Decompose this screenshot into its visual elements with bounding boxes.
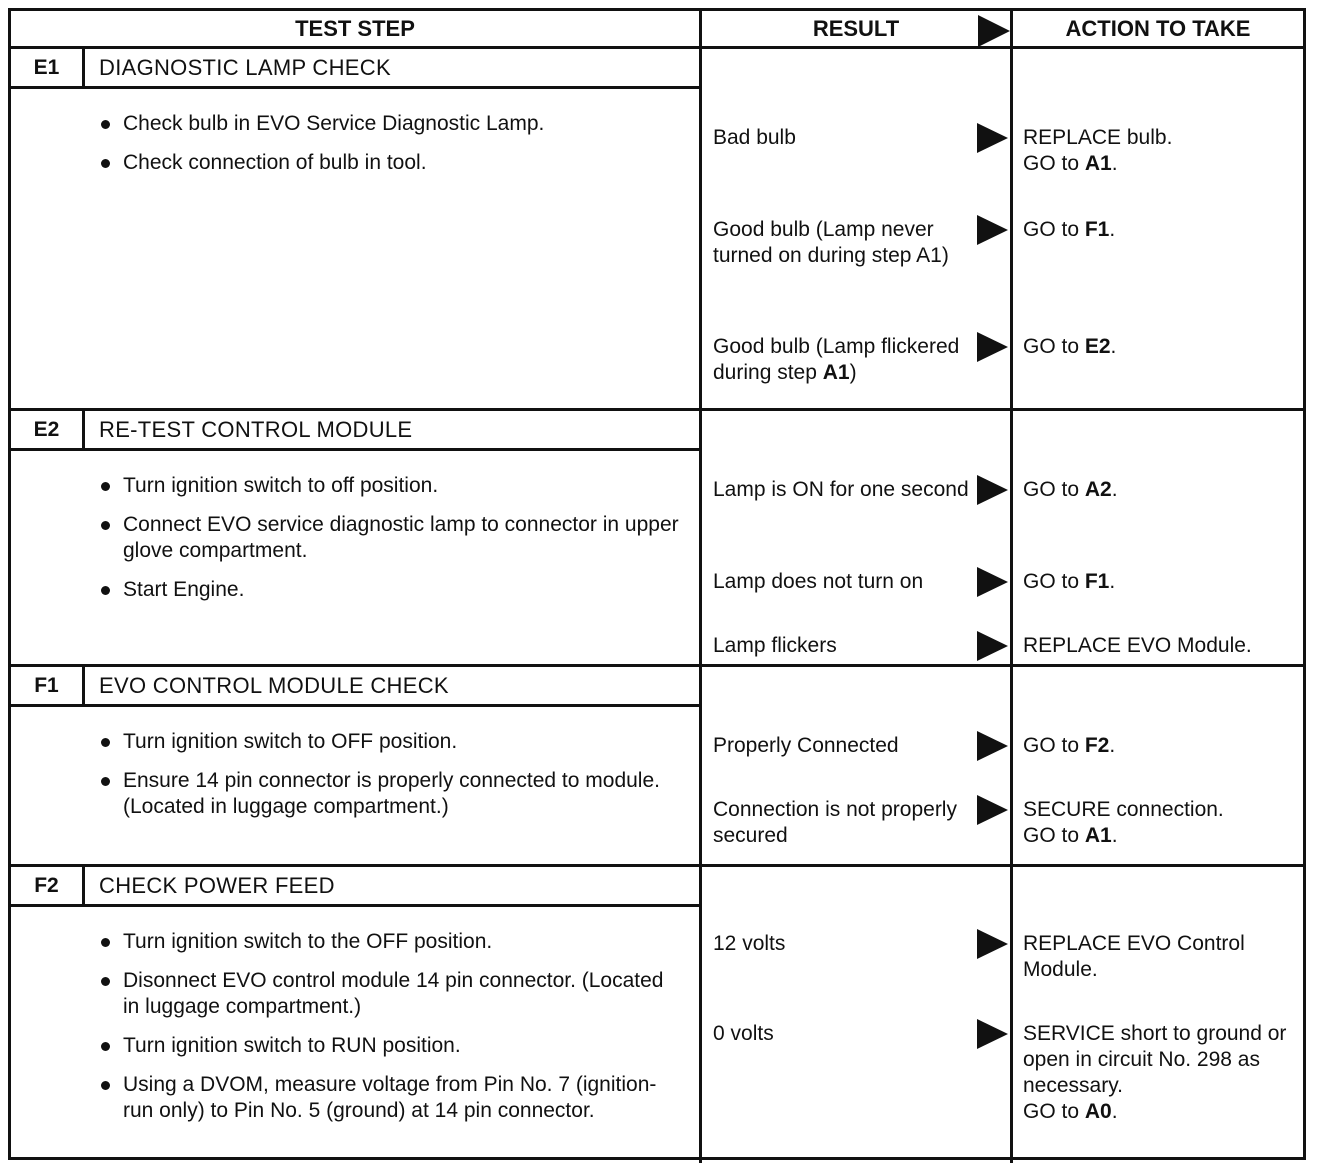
arrow-right-icon xyxy=(977,795,1008,825)
result-text: Lamp flickers xyxy=(713,634,837,657)
action-text: REPLACE EVO Module. xyxy=(1023,634,1252,657)
section-title-row xyxy=(11,411,699,451)
action-text: GO to E2. xyxy=(1023,335,1117,358)
step-id: E2 xyxy=(11,411,85,448)
arrow-right-icon xyxy=(977,215,1008,245)
result-text: 12 volts xyxy=(713,932,786,955)
action-text: SECURE connection. GO to A1. xyxy=(1023,798,1224,847)
step-instructions xyxy=(99,473,679,616)
header-result-label: RESULT xyxy=(812,15,900,41)
action-text: REPLACE EVO Control Module. xyxy=(1023,932,1245,981)
header-result xyxy=(699,11,1010,49)
step-title: CHECK POWER FEED xyxy=(99,872,335,898)
result-text: Good bulb (Lamp never turned on during step A1) xyxy=(713,218,949,267)
arrow-right-icon xyxy=(977,731,1008,761)
header-test-step: TEST STEP xyxy=(11,11,699,49)
column-divider xyxy=(699,411,702,664)
column-divider xyxy=(699,667,702,864)
result-text: Good bulb (Lamp flickered during step A1) xyxy=(713,335,960,384)
arrow-right-icon xyxy=(977,332,1008,362)
step-instructions xyxy=(99,929,679,1137)
step-instructions xyxy=(99,111,679,189)
action-text: GO to F1. xyxy=(1023,218,1116,241)
arrow-right-icon xyxy=(977,929,1008,959)
step-reference: F2 xyxy=(1084,734,1110,757)
step-reference: A1 xyxy=(1084,152,1112,175)
instruction-item: Turn ignition switch to the OFF position. xyxy=(99,929,679,955)
arrow-right-icon xyxy=(977,1019,1008,1049)
arrow-right-icon xyxy=(977,123,1008,153)
instruction-item: Using a DVOM, measure voltage from Pin No. 7 (ignition-run only) to Pin No. 5 (ground) at 14 pin connector. xyxy=(99,1072,679,1124)
instruction-item: Connect EVO service diagnostic lamp to connector in upper glove compartment. xyxy=(99,512,679,564)
instruction-item: Turn ignition switch to RUN position. xyxy=(99,1033,679,1059)
section-title-row xyxy=(11,49,699,89)
instruction-item: Ensure 14 pin connector is properly connected to module. (Located in luggage compartment.) xyxy=(99,768,679,820)
action-text: SERVICE short to ground or open in circuit No. 298 as necessary. GO to A0. xyxy=(1023,1022,1287,1123)
step-id: F2 xyxy=(11,867,85,904)
section-e1 xyxy=(11,49,1303,411)
action-text: GO to F2. xyxy=(1023,734,1116,757)
step-title: DIAGNOSTIC LAMP CHECK xyxy=(99,54,391,80)
step-reference: E2 xyxy=(1084,335,1111,358)
column-divider xyxy=(1010,667,1013,864)
step-instructions xyxy=(99,729,679,833)
action-text: GO to F1. xyxy=(1023,570,1116,593)
result-text: Connection is not properly secured xyxy=(713,798,957,847)
step-id: F1 xyxy=(11,667,85,704)
step-title: RE-TEST CONTROL MODULE xyxy=(99,416,413,442)
step-reference: A0 xyxy=(1084,1100,1112,1123)
step-reference: F1 xyxy=(1084,570,1110,593)
column-divider xyxy=(1010,867,1013,1163)
arrow-right-icon xyxy=(977,475,1008,505)
instruction-item: Check bulb in EVO Service Diagnostic Lamp. xyxy=(99,111,679,137)
result-text: Lamp is ON for one second xyxy=(713,478,969,501)
diagnostic-table xyxy=(8,8,1306,1160)
section-f2 xyxy=(11,867,1303,1163)
instruction-item: Start Engine. xyxy=(99,577,679,603)
result-text: Properly Connected xyxy=(713,734,899,757)
section-e2 xyxy=(11,411,1303,667)
arrow-right-icon xyxy=(977,567,1008,597)
result-text: 0 volts xyxy=(713,1022,774,1045)
action-text: GO to A2. xyxy=(1023,478,1118,501)
header-action: ACTION TO TAKE xyxy=(1010,11,1303,49)
column-divider xyxy=(699,867,702,1163)
column-divider xyxy=(699,49,702,408)
result-text: Bad bulb xyxy=(713,126,796,149)
column-divider xyxy=(1010,411,1013,664)
step-reference: A2 xyxy=(1084,478,1112,501)
section-f1 xyxy=(11,667,1303,867)
arrow-right-icon xyxy=(978,15,1010,47)
instruction-item: Turn ignition switch to off position. xyxy=(99,473,679,499)
step-id: E1 xyxy=(11,49,85,86)
step-reference: A1 xyxy=(1084,824,1112,847)
instruction-item: Turn ignition switch to OFF position. xyxy=(99,729,679,755)
step-title: EVO CONTROL MODULE CHECK xyxy=(99,672,449,698)
instruction-item: Check connection of bulb in tool. xyxy=(99,150,679,176)
column-divider xyxy=(1010,49,1013,408)
step-reference: A1 xyxy=(822,361,850,384)
section-title-row xyxy=(11,867,699,907)
arrow-right-icon xyxy=(977,631,1008,661)
action-text: REPLACE bulb. GO to A1. xyxy=(1023,126,1173,175)
section-title-row xyxy=(11,667,699,707)
step-reference: F1 xyxy=(1084,218,1110,241)
result-text: Lamp does not turn on xyxy=(713,570,924,593)
instruction-item: Disonnect EVO control module 14 pin connector. (Located in luggage compartment.) xyxy=(99,968,679,1020)
